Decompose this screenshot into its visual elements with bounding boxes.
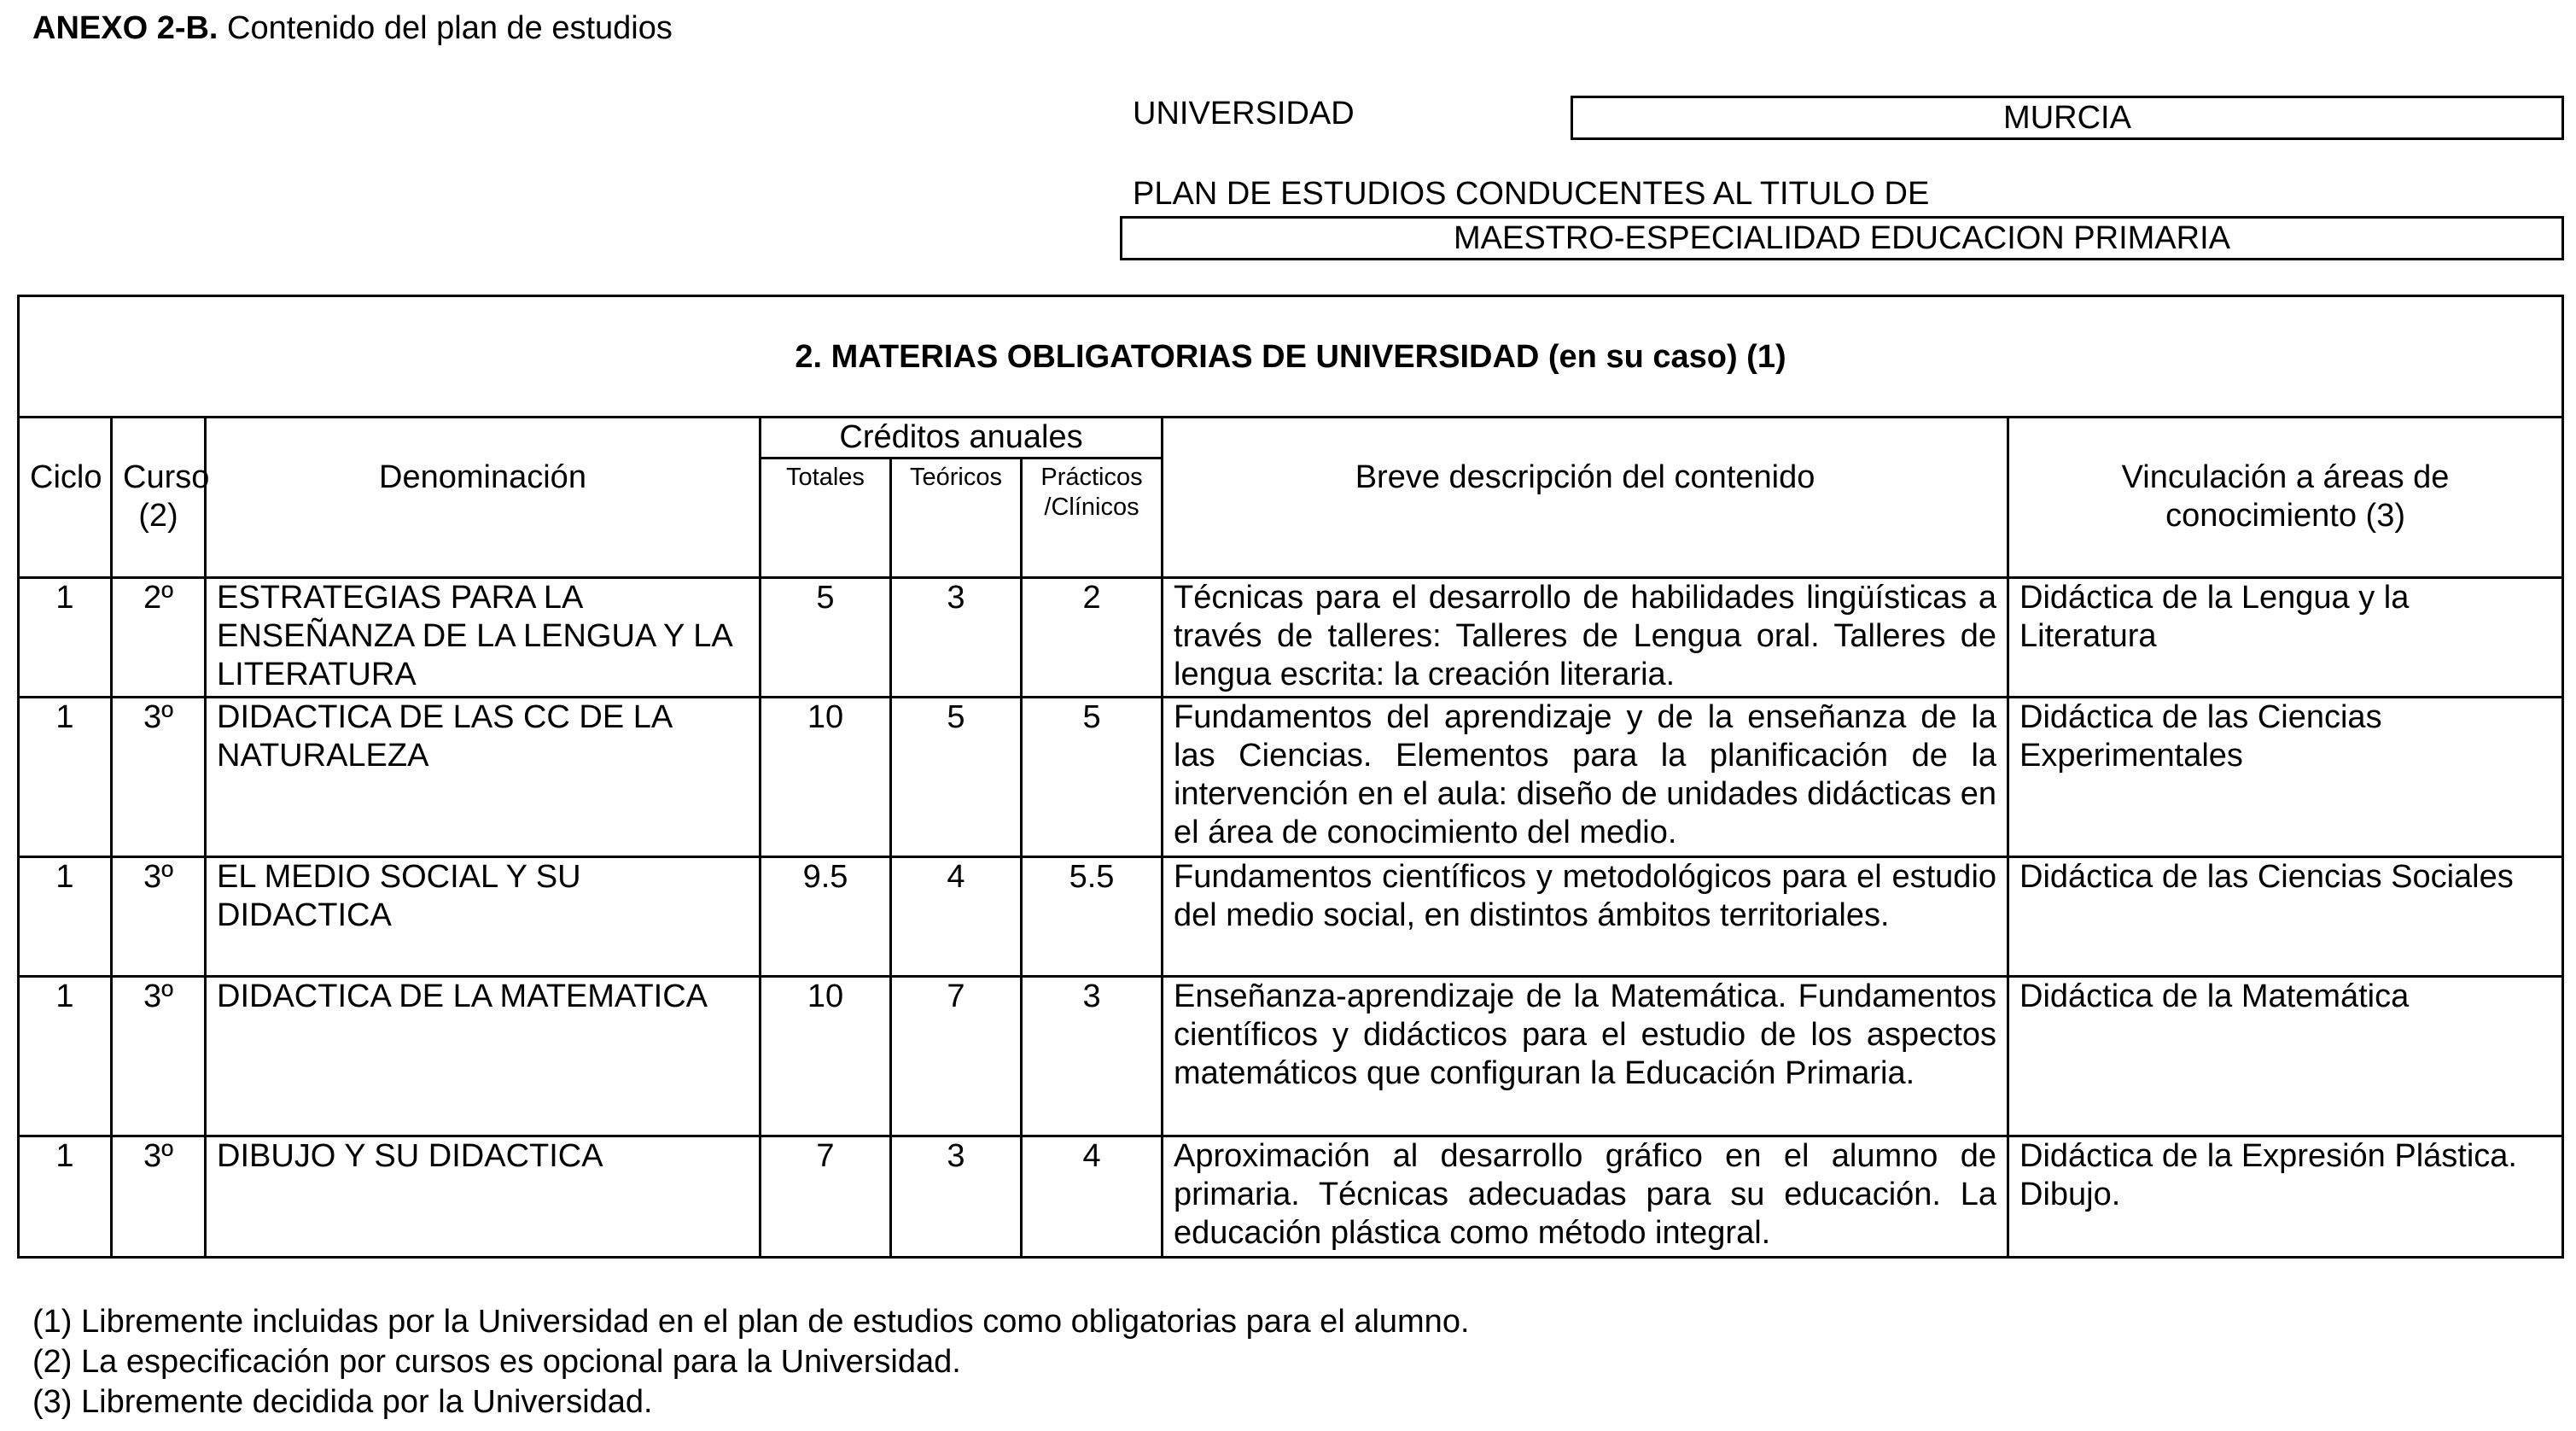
vinculacion-cell: Didáctica de las Ciencias Experimentales — [2008, 698, 2563, 857]
practicos-cell: 3 — [1022, 977, 1163, 1136]
ciclo-header-top — [19, 418, 112, 459]
plan-value: MAESTRO-ESPECIALIDAD EDUCACION PRIMARIA — [1120, 216, 2564, 260]
practicos-header: Prácticos /Clínicos — [1022, 459, 1163, 578]
curso-cell: 3º — [112, 698, 206, 857]
table-row — [19, 698, 2563, 857]
denominacion-cell: EL MEDIO SOCIAL Y SU DIDACTICA — [206, 857, 761, 977]
curso-cell: 3º — [112, 977, 206, 1136]
denominacion-cell: DIBUJO Y SU DIDACTICA — [206, 1136, 761, 1258]
vinculacion-cell: Didáctica de la Matemática — [2008, 977, 2563, 1136]
denominacion-cell: ESTRATEGIAS PARA LA ENSEÑANZA DE LA LENGUA Y LA LITERATURA — [206, 578, 761, 698]
teoricos-cell: 3 — [891, 578, 1022, 698]
denominacion-cell: DIDACTICA DE LAS CC DE LA NATURALEZA — [206, 698, 761, 857]
universidad-value: MURCIA — [1571, 96, 2564, 140]
table-row — [19, 977, 2563, 1136]
creditos-header: Créditos anuales — [761, 418, 1163, 459]
table-row — [19, 578, 2563, 698]
ciclo-cell: 1 — [19, 578, 112, 698]
footnote: (3) Libremente decidida por la Universidad. — [32, 1384, 653, 1420]
totales-cell: 10 — [761, 698, 891, 857]
totales-cell: 7 — [761, 1136, 891, 1258]
ciclo-cell: 1 — [19, 1136, 112, 1258]
vinculacion-cell: Didáctica de las Ciencias Sociales — [2008, 857, 2563, 977]
denominacion-header: Denominación — [206, 459, 761, 578]
teoricos-cell: 3 — [891, 1136, 1022, 1258]
curso-header: Curso (2) — [112, 459, 206, 578]
descripcion-cell: Aproximación al desarrollo gráfico en el alumno de primaria. Técnicas adecuadas para su educación. La educación plástica como método integral. — [1163, 1136, 2008, 1258]
ciclo-header: Ciclo — [19, 459, 112, 578]
teoricos-cell: 4 — [891, 857, 1022, 977]
footnote: (2) La especificación por cursos es opcional para la Universidad. — [32, 1344, 961, 1380]
footnote: (1) Libremente incluidas por la Universidad en el plan de estudios como obligatorias para el alumno. — [32, 1304, 1470, 1340]
table-row — [19, 857, 2563, 977]
practicos-cell: 5 — [1022, 698, 1163, 857]
vinculacion-cell: Didáctica de la Expresión Plástica. Dibujo. — [2008, 1136, 2563, 1258]
curso-cell: 3º — [112, 857, 206, 977]
descripcion-header-top — [1163, 418, 2008, 459]
document-heading — [32, 10, 673, 47]
footnotes — [32, 1302, 1470, 1422]
teoricos-header: Teóricos — [891, 459, 1022, 578]
descripcion-cell: Fundamentos científicos y metodológicos para el estudio del medio social, en distintos ámbitos territoriales. — [1163, 857, 2008, 977]
vinculacion-header: Vinculación a áreas de conocimiento (3) — [2008, 459, 2563, 578]
totales-header: Totales — [761, 459, 891, 578]
ciclo-cell: 1 — [19, 977, 112, 1136]
totales-cell: 5 — [761, 578, 891, 698]
practicos-cell: 2 — [1022, 578, 1163, 698]
descripcion-header: Breve descripción del contenido — [1163, 459, 2008, 578]
descripcion-cell: Técnicas para el desarrollo de habilidades lingüísticas a través de talleres: Talleres de Lengua oral. Talleres de lengua escrita: la creación literaria. — [1163, 578, 2008, 698]
curso-cell: 2º — [112, 578, 206, 698]
teoricos-cell: 7 — [891, 977, 1022, 1136]
ciclo-cell: 1 — [19, 857, 112, 977]
table-row — [19, 1136, 2563, 1258]
vinculacion-header-top — [2008, 418, 2563, 459]
denominacion-cell: DIDACTICA DE LA MATEMATICA — [206, 977, 761, 1136]
practicos-cell: 5.5 — [1022, 857, 1163, 977]
teoricos-cell: 5 — [891, 698, 1022, 857]
descripcion-cell: Fundamentos del aprendizaje y de la enseñanza de la las Ciencias. Elementos para la planificación de la intervención en el aula: diseño de unidades didácticas en el área de conocimiento del medio. — [1163, 698, 2008, 857]
denominacion-header-top — [206, 418, 761, 459]
universidad-label: UNIVERSIDAD — [1133, 96, 1355, 131]
document-title: Contenido del plan de estudios — [227, 10, 673, 46]
practicos-cell: 4 — [1022, 1136, 1163, 1258]
totales-cell: 9.5 — [761, 857, 891, 977]
curso-header-top — [112, 418, 206, 459]
plan-label: PLAN DE ESTUDIOS CONDUCENTES AL TITULO DE — [1133, 176, 1930, 212]
totales-cell: 10 — [761, 977, 891, 1136]
curso-cell: 3º — [112, 1136, 206, 1258]
ciclo-cell: 1 — [19, 698, 112, 857]
vinculacion-cell: Didáctica de la Lengua y la Literatura — [2008, 578, 2563, 698]
annex-label: ANEXO 2-B. — [32, 10, 219, 46]
subjects-table — [17, 416, 2564, 1259]
descripcion-cell: Enseñanza-aprendizaje de la Matemática. Fundamentos científicos y didácticos para el estudio de los aspectos matemáticos que configuran la Educación Primaria. — [1163, 977, 2008, 1136]
table-title: 2. MATERIAS OBLIGATORIAS DE UNIVERSIDAD (en su caso) (1) — [17, 295, 2564, 417]
